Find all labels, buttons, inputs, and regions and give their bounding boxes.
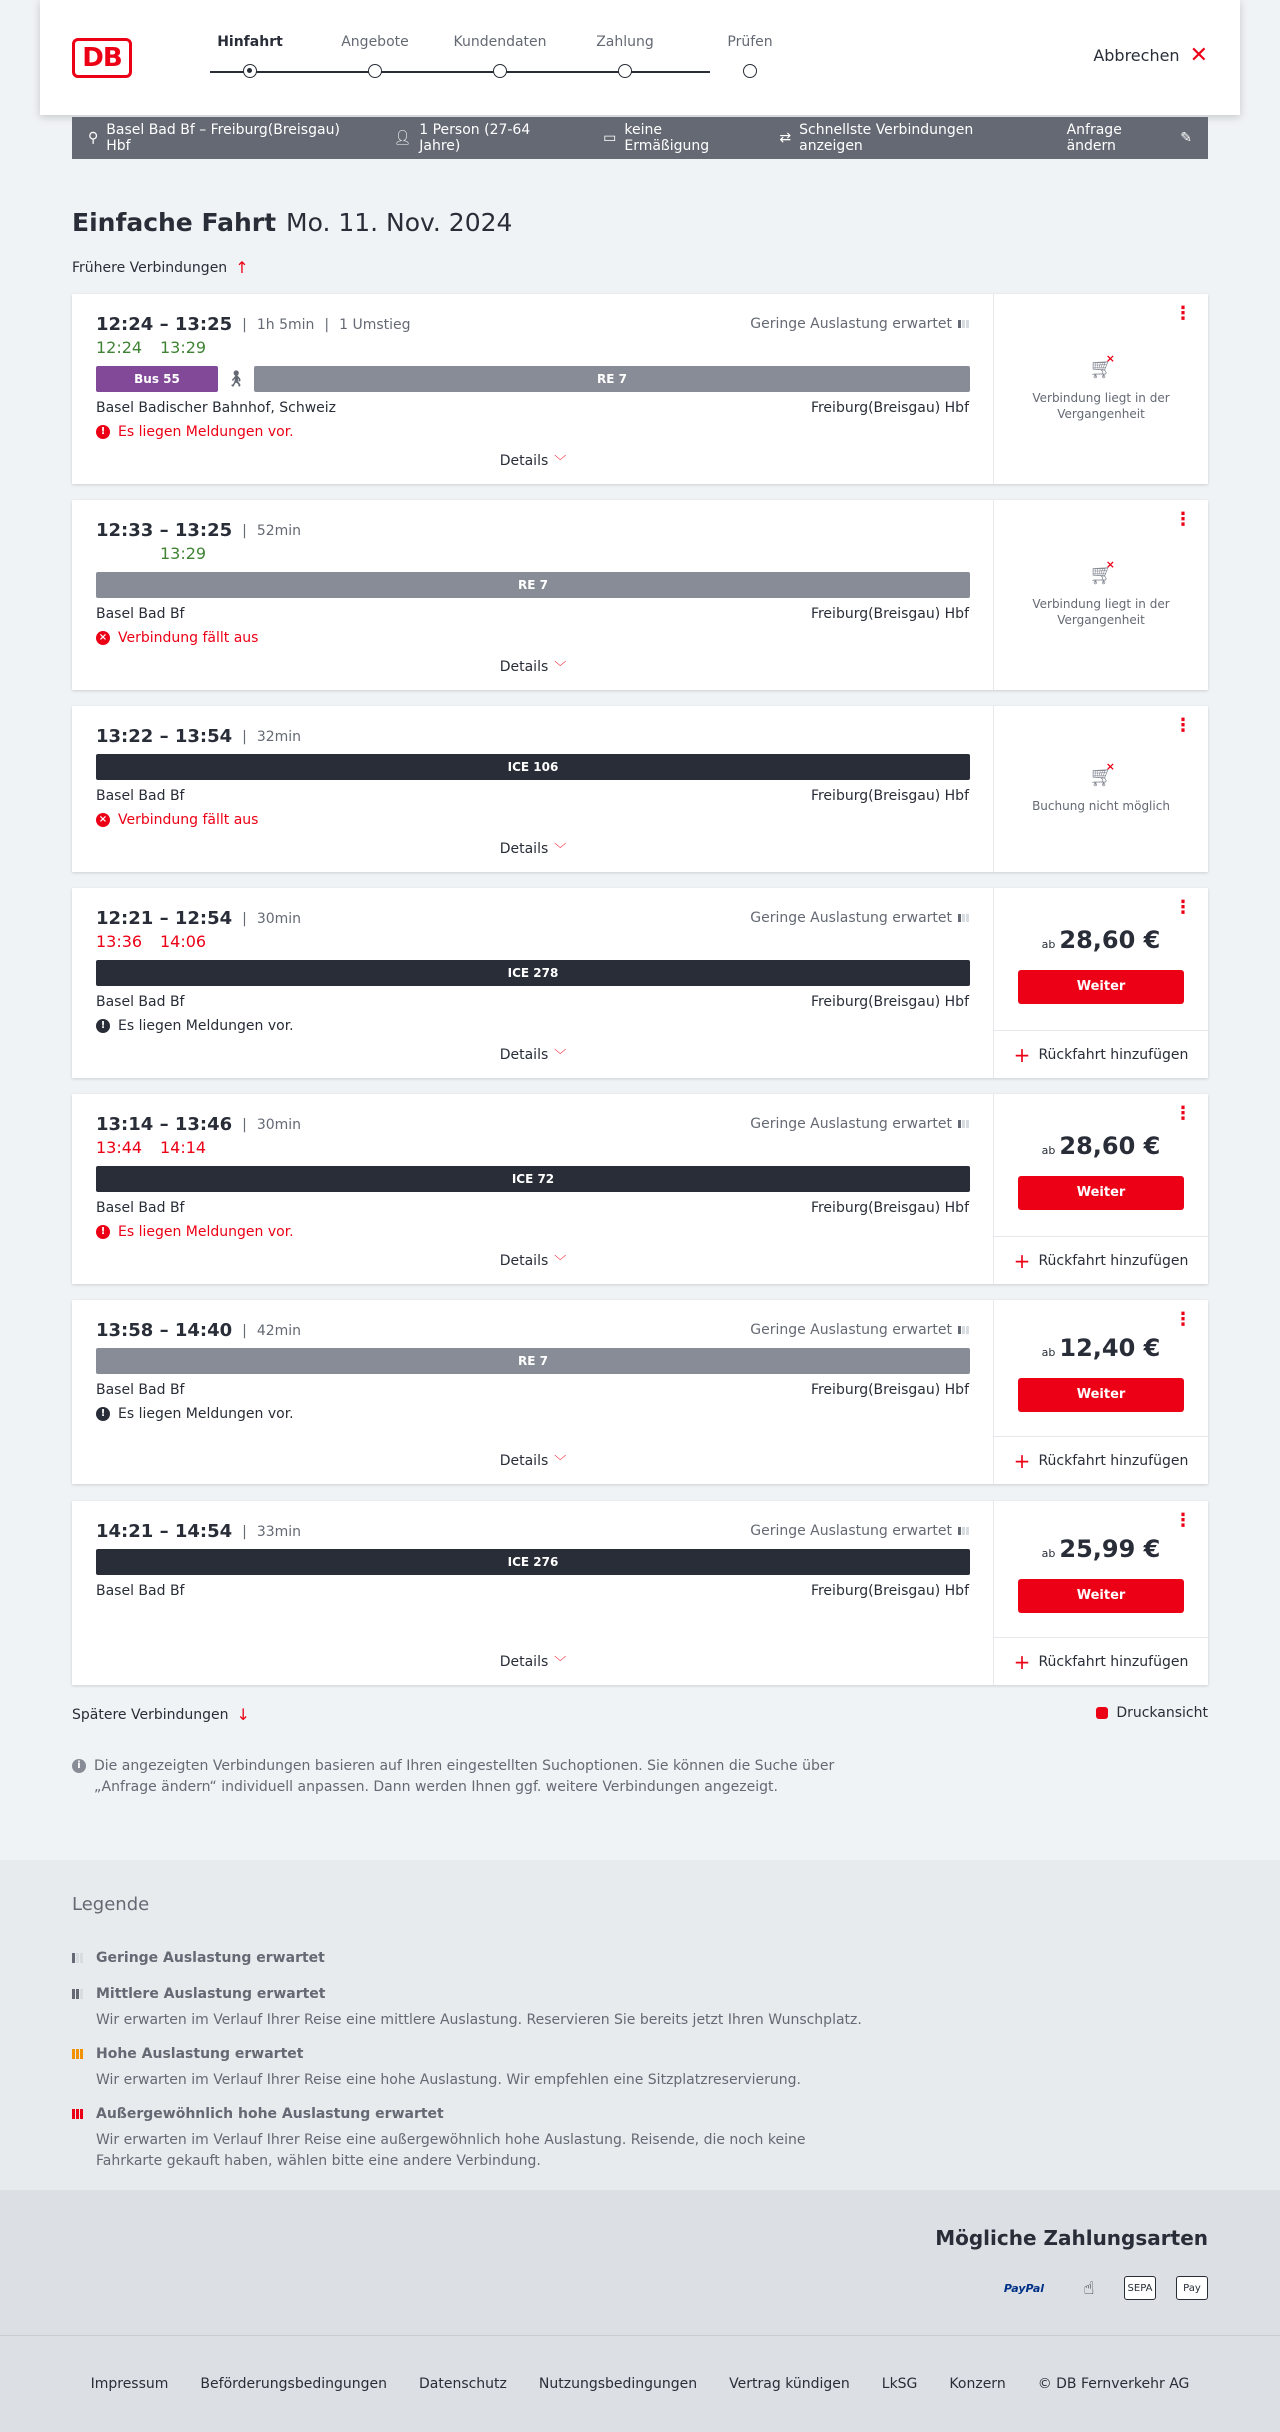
transport-bar-train[interactable]: ICE 72 <box>96 1166 970 1192</box>
load-low-icon <box>958 1120 969 1128</box>
details-toggle[interactable]: Details ﹀ <box>499 659 567 675</box>
departure-station: Basel Bad Bf <box>96 1583 185 1599</box>
arrival-station: Freiburg(Breisgau) Hbf <box>810 1382 969 1398</box>
contactless-card-icon: ☝︎ <box>1083 2277 1095 2299</box>
realtime-departure: 12:24 <box>96 338 143 357</box>
realtime-departure: 13:36 <box>96 932 143 951</box>
past-connection-text: Verbindung liegt in der Vergangenheit <box>1032 391 1170 421</box>
continue-button[interactable]: Weiter <box>1018 1579 1184 1613</box>
cart-unavailable-icon: 🛒︎ × <box>1089 764 1113 788</box>
change-query-button[interactable]: Anfrage ändern ✎ <box>1066 122 1193 154</box>
past-connection-text: Verbindung liegt in der Vergangenheit <box>1032 597 1170 627</box>
realtime <box>96 1138 224 1157</box>
plus-icon: + <box>1013 1042 1031 1067</box>
chevron-down-icon: ﹀ <box>554 1048 567 1062</box>
plus-icon: + <box>1013 1448 1031 1473</box>
chevron-down-icon: ﹀ <box>554 660 567 674</box>
transport-bar-bus[interactable]: Bus 55 <box>96 366 218 392</box>
arrival-station: Freiburg(Breisgau) Hbf <box>810 994 969 1010</box>
load-indicator: Geringe Auslastung erwartet <box>750 1523 969 1539</box>
transport-bar-train[interactable]: ICE 276 <box>96 1549 970 1575</box>
offer-panel <box>994 1300 1208 1484</box>
plus-icon: + <box>1013 1649 1031 1674</box>
chevron-down-icon: ﹀ <box>554 1254 567 1268</box>
legend-title: Legende <box>72 1894 150 1915</box>
more-options-icon[interactable]: ⋮ <box>1174 1510 1192 1531</box>
departure-station: Basel Bad Bf <box>96 606 185 622</box>
close-icon: ✕ <box>1189 42 1208 68</box>
step-dot-active <box>243 64 257 78</box>
connection-card <box>72 1094 1208 1284</box>
load-indicator: Geringe Auslastung erwartet <box>750 1116 969 1132</box>
paypal-icon: PayPal <box>1003 2281 1045 2295</box>
connection-card <box>72 888 1208 1078</box>
stepper-line <box>210 71 710 73</box>
footer <box>0 2335 1280 2432</box>
apple-pay-icon: Pay <box>1176 2276 1208 2300</box>
add-return-button[interactable]: + Rückfahrt hinzufügen <box>994 1030 1208 1078</box>
offer-panel <box>994 1501 1208 1685</box>
details-toggle[interactable]: Details ﹀ <box>499 453 567 469</box>
realtime-arrival: 13:29 <box>160 544 207 563</box>
cancel-icon: × <box>96 631 110 645</box>
travel-date: Mo. 11. Nov. 2024 <box>286 208 513 237</box>
info-icon: i <box>72 1759 86 1773</box>
alert-icon: ! <box>96 1225 110 1239</box>
legend-high: Hohe Auslastung erwartet Wir erwarten im Verlauf Ihrer Reise eine hohe Auslastung. Wir empfehlen eine Sitzplatzreservierung. <box>72 2046 872 2091</box>
realtime-arrival: 14:06 <box>160 932 207 951</box>
more-options-icon[interactable]: ⋮ <box>1174 509 1192 530</box>
departure-station: Basel Bad Bf <box>96 1200 185 1216</box>
details-toggle[interactable]: Details ﹀ <box>499 1253 567 1269</box>
departure-station: Basel Badischer Bahnhof, Schweiz <box>96 400 337 416</box>
chevron-down-icon: ﹀ <box>554 842 567 856</box>
details-toggle[interactable]: Details ﹀ <box>499 1453 567 1469</box>
swap-arrows-icon: ⇄ <box>779 130 792 146</box>
add-return-button[interactable]: + Rückfahrt hinzufügen <box>994 1637 1208 1685</box>
connection-main <box>72 706 994 872</box>
realtime-arrival: 14:14 <box>160 1138 207 1157</box>
details-toggle[interactable]: Details ﹀ <box>499 1047 567 1063</box>
step-zahlung: Zahlung <box>596 34 654 50</box>
connection-times: 13:22 – 13:54 | 32min <box>96 726 302 747</box>
more-options-icon[interactable]: ⋮ <box>1174 1103 1192 1124</box>
bahncard-icon: ▭ <box>603 130 617 146</box>
person-icon: 👤︎ <box>393 130 412 146</box>
arrival-station: Freiburg(Breisgau) Hbf <box>810 1583 969 1599</box>
load-low-icon <box>958 320 969 328</box>
realtime <box>96 338 224 357</box>
connection-main <box>72 888 994 1078</box>
step-pruefen: Prüfen <box>727 34 773 50</box>
footer-link-nutzungsbedingungen[interactable]: Nutzungsbedingungen <box>538 2376 698 2392</box>
payment-icons <box>994 2276 1208 2300</box>
header <box>40 0 1240 115</box>
arrival-station: Freiburg(Breisgau) Hbf <box>810 606 969 622</box>
departure-station: Basel Bad Bf <box>96 994 185 1010</box>
connection-card <box>72 706 1208 872</box>
price: ab 25,99 € <box>1041 1535 1161 1563</box>
offer-panel <box>994 1094 1208 1284</box>
load-low-icon <box>958 1527 969 1535</box>
chevron-down-icon: ﹀ <box>554 1655 567 1669</box>
query-fastest: ⇄ Schnellste Verbindungen anzeigen <box>779 122 974 154</box>
query-summary-bar <box>72 117 1208 159</box>
price: ab 28,60 € <box>1041 1132 1161 1160</box>
step-dot <box>493 64 507 78</box>
connection-times: 12:21 – 12:54 | 30min <box>96 908 302 929</box>
message-notice[interactable]: ! Es liegen Meldungen vor. <box>96 1224 294 1240</box>
footer-link-konzern[interactable]: Konzern <box>949 2376 1006 2392</box>
transport-bar-train[interactable]: RE 7 <box>96 1348 970 1374</box>
location-pin-icon: ⚲ <box>88 130 99 146</box>
footer-link-vertrag-kuendigen[interactable]: Vertrag kündigen <box>729 2376 850 2392</box>
details-toggle[interactable]: Details ﹀ <box>499 1654 567 1670</box>
legend-section <box>0 1860 1280 2190</box>
step-angebote: Angebote <box>341 34 409 50</box>
alert-icon: ! <box>96 1019 110 1033</box>
db-logo[interactable]: DB <box>72 38 132 78</box>
price: ab 28,60 € <box>1041 926 1161 954</box>
duration: 32min <box>256 728 302 745</box>
footer-link-impressum[interactable]: Impressum <box>90 2376 169 2392</box>
connection-card <box>72 500 1208 690</box>
transport-bar-train[interactable]: RE 7 <box>96 572 970 598</box>
add-return-button[interactable]: + Rückfahrt hinzufügen <box>994 1436 1208 1484</box>
arrival-station: Freiburg(Breisgau) Hbf <box>810 1200 969 1216</box>
pencil-icon: ✎ <box>1180 130 1193 146</box>
transport-bar-train[interactable]: RE 7 <box>254 366 970 392</box>
duration: 33min <box>256 1523 302 1540</box>
arrow-up-icon: ↑ <box>235 258 249 277</box>
not-bookable-text: Buchung nicht möglich <box>1032 799 1170 813</box>
load-high-icon <box>72 2049 83 2059</box>
cart-unavailable-icon: 🛒︎ × <box>1089 562 1113 586</box>
abort-label: Abbrechen <box>1093 46 1180 65</box>
arrival-station: Freiburg(Breisgau) Hbf <box>810 400 969 416</box>
connection-times: 14:21 – 14:54 | 33min <box>96 1521 302 1542</box>
offer-panel <box>994 500 1208 690</box>
print-view-link[interactable]: Druckansicht <box>1096 1705 1208 1721</box>
load-extreme-icon <box>72 2109 83 2119</box>
step-dot <box>743 64 757 78</box>
departure-station: Basel Bad Bf <box>96 788 185 804</box>
query-route: ⚲ Basel Bad Bf – Freiburg(Breisgau) Hbf <box>88 122 340 154</box>
more-options-icon[interactable]: ⋮ <box>1174 303 1192 324</box>
load-indicator: Geringe Auslastung erwartet <box>750 316 969 332</box>
alert-icon: ! <box>96 425 110 439</box>
arrival-station: Freiburg(Breisgau) Hbf <box>810 788 969 804</box>
later-connections-link[interactable]: Spätere Verbindungen ↓ <box>72 1705 250 1724</box>
printer-icon <box>1096 1707 1108 1719</box>
legend-extreme: Außergewöhnlich hohe Auslastung erwartet Wir erwarten im Verlauf Ihrer Reise eine außergewöhnlich hohe Auslastung. Reisende, die noch keine Fahrkarte gekauft haben, wählen bitte eine andere Verbindung. <box>72 2106 872 2172</box>
connection-main <box>72 1501 994 1685</box>
progress-stepper <box>210 34 773 84</box>
continue-button[interactable]: Weiter <box>1018 970 1184 1004</box>
load-low-icon <box>958 914 969 922</box>
realtime <box>96 544 224 563</box>
connection-card <box>72 1501 1208 1685</box>
duration: 1h 5min <box>256 316 315 333</box>
duration: 30min <box>256 910 302 927</box>
offer-panel <box>994 706 1208 872</box>
load-indicator: Geringe Auslastung erwartet <box>750 1322 969 1338</box>
query-persons: 👤︎ 1 Person (27-64 Jahre) <box>393 122 531 154</box>
unavailable-cart <box>994 356 1208 422</box>
connection-card <box>72 1300 1208 1484</box>
more-options-icon[interactable]: ⋮ <box>1174 897 1192 918</box>
unavailable-cart <box>994 764 1208 814</box>
alert-icon: ! <box>96 1407 110 1421</box>
sepa-icon: SEPA <box>1124 2276 1156 2300</box>
footer-link-lksg[interactable]: LkSG <box>881 2376 918 2392</box>
page-title: Einfache Fahrt Mo. 11. Nov. 2024 <box>72 208 513 237</box>
message-notice[interactable]: ! Es liegen Meldungen vor. <box>96 1406 294 1422</box>
earlier-connections-link[interactable]: Frühere Verbindungen ↑ <box>72 258 249 277</box>
load-low-icon <box>958 1326 969 1334</box>
connection-times: 12:24 – 13:25 | 1h 5min | 1 Umstieg <box>96 314 411 335</box>
search-info-note: i Die angezeigten Verbindungen basieren auf Ihren eingestellten Suchoptionen. Sie können die Suche über „Anfrage ändern“ individuell anpassen. Dann werden Ihnen ggf. weitere Verbindungen angezeigt. <box>72 1756 852 1798</box>
payment-title: Mögliche Zahlungsarten <box>935 2226 1208 2250</box>
more-options-icon[interactable]: ⋮ <box>1174 1309 1192 1330</box>
legend-mid: Mittlere Auslastung erwartet Wir erwarten im Verlauf Ihrer Reise eine mittlere Auslastung. Reservieren Sie bereits jetzt Ihren Wunschplatz. <box>72 1986 872 2031</box>
connection-times: 13:58 – 14:40 | 42min <box>96 1320 302 1341</box>
connection-main <box>72 294 994 484</box>
connection-main <box>72 1300 994 1484</box>
query-discount: ▭ keine Ermäßigung <box>603 122 710 154</box>
unavailable-cart <box>994 562 1208 628</box>
step-kundendaten: Kundendaten <box>453 34 547 50</box>
realtime-departure: 13:44 <box>96 1138 143 1157</box>
changes: 1 Umstieg <box>339 316 411 333</box>
cancellation-notice[interactable]: × Verbindung fällt aus <box>96 630 258 646</box>
departure-station: Basel Bad Bf <box>96 1382 185 1398</box>
more-options-icon[interactable]: ⋮ <box>1174 715 1192 736</box>
message-notice[interactable]: ! Es liegen Meldungen vor. <box>96 1018 294 1034</box>
connection-times: 12:33 – 13:25 | 52min <box>96 520 302 541</box>
duration: 52min <box>256 522 302 539</box>
cancellation-notice[interactable]: × Verbindung fällt aus <box>96 812 258 828</box>
details-toggle[interactable]: Details ﹀ <box>499 841 567 857</box>
connection-times: 13:14 – 13:46 | 30min <box>96 1114 302 1135</box>
duration: 42min <box>256 1322 302 1339</box>
add-return-button[interactable]: + Rückfahrt hinzufügen <box>994 1236 1208 1284</box>
step-dot <box>618 64 632 78</box>
load-low-icon <box>72 1953 83 1963</box>
load-mid-icon <box>72 1989 83 1999</box>
arrow-down-icon: ↓ <box>236 1705 250 1724</box>
message-notice[interactable]: ! Es liegen Meldungen vor. <box>96 424 294 440</box>
offer-panel <box>994 294 1208 484</box>
connection-main <box>72 1094 994 1284</box>
continue-button[interactable]: Weiter <box>1018 1378 1184 1412</box>
price: ab 12,40 € <box>1041 1334 1161 1362</box>
cancel-icon: × <box>96 813 110 827</box>
walking-icon: 🚶︎ <box>225 369 247 388</box>
footer-link-befoerderungsbedingungen[interactable]: Beförderungsbedingungen <box>200 2376 387 2392</box>
realtime-arrival: 13:29 <box>160 338 207 357</box>
plus-icon: + <box>1013 1248 1031 1273</box>
step-dot <box>368 64 382 78</box>
abort-button[interactable] <box>1093 42 1208 68</box>
legend-low: Geringe Auslastung erwartet <box>72 1950 872 1966</box>
realtime <box>96 932 224 951</box>
connection-main <box>72 500 994 690</box>
chevron-down-icon: ﹀ <box>554 454 567 468</box>
transport-bar-train[interactable]: ICE 106 <box>96 754 970 780</box>
duration: 30min <box>256 1116 302 1133</box>
payment-methods-section <box>0 2190 1280 2335</box>
cart-unavailable-icon: 🛒︎ × <box>1089 356 1113 380</box>
continue-button[interactable]: Weiter <box>1018 1176 1184 1210</box>
step-hinfahrt: Hinfahrt <box>217 34 283 50</box>
load-indicator: Geringe Auslastung erwartet <box>750 910 969 926</box>
chevron-down-icon: ﹀ <box>554 1454 567 1468</box>
footer-copyright: © DB Fernverkehr AG <box>1037 2376 1190 2392</box>
transport-bar-train[interactable]: ICE 278 <box>96 960 970 986</box>
connection-card <box>72 294 1208 484</box>
footer-link-datenschutz[interactable]: Datenschutz <box>418 2376 507 2392</box>
offer-panel <box>994 888 1208 1078</box>
